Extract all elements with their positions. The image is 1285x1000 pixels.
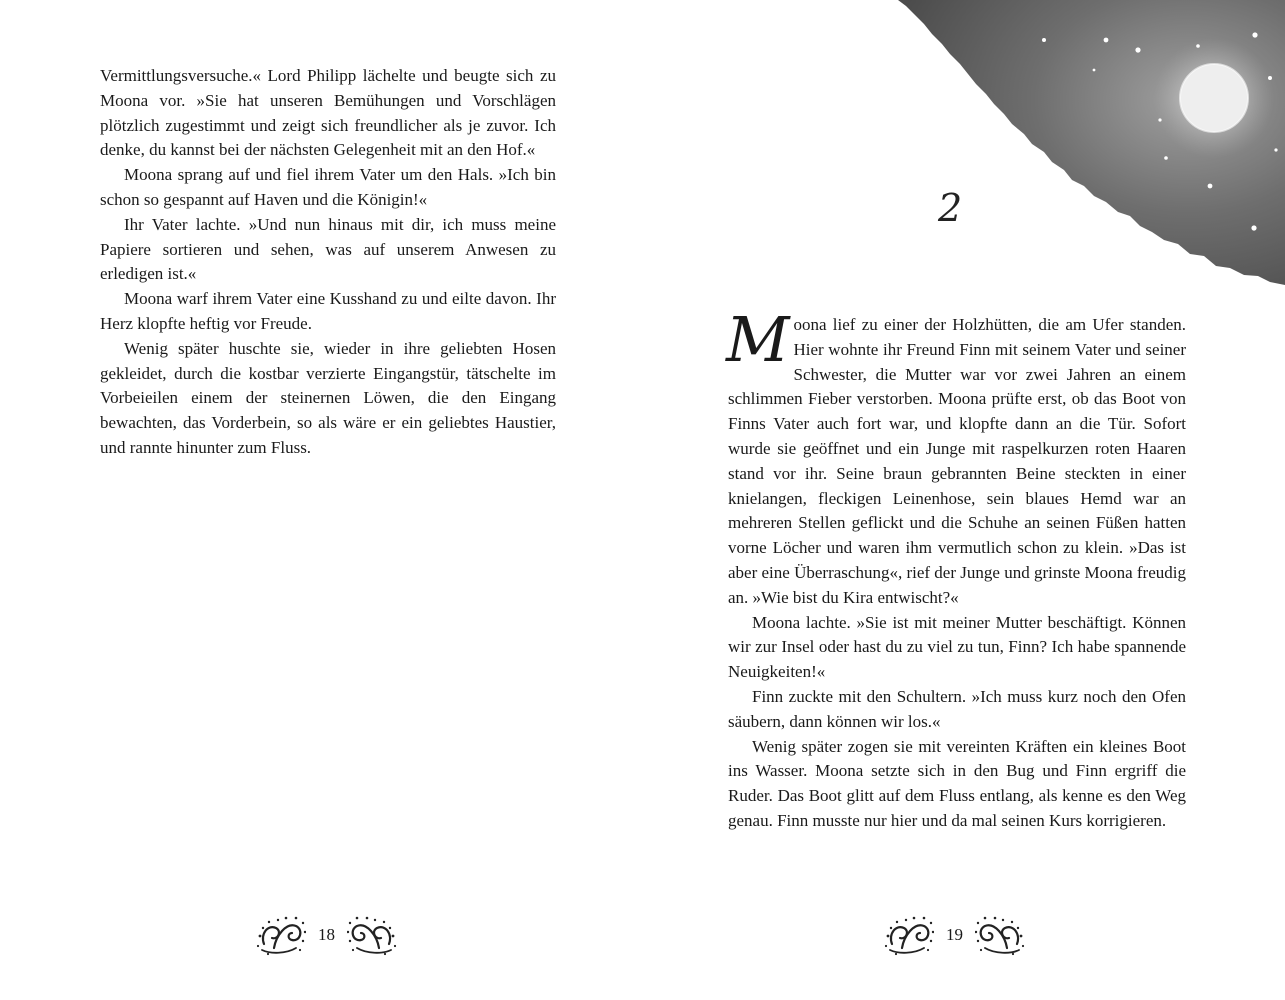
page-number-footer	[256, 912, 397, 958]
paragraph: Moona warf ihrem Vater eine Kusshand zu und eilte davon. Ihr Herz klopfte heftig vor Freude.	[100, 289, 556, 333]
paragraph: Finn zuckte mit den Schultern. »Ich muss kurz noch den Ofen säubern, dann können wir los.«	[728, 686, 1186, 731]
night-sky-moon-illustration	[898, 0, 1285, 285]
swirl-ornament-icon	[975, 914, 1025, 956]
left-page-text	[100, 64, 556, 461]
drop-cap: M	[726, 303, 790, 376]
left-page	[0, 0, 642, 1000]
page-number: 19	[946, 925, 963, 944]
paragraph: Vermittlungsversuche.« Lord Philipp lächelte und beugte sich zu Moona vor. »Sie hat unseren Bemühungen und Vorschlägen plötzlich zugestimmt und zeigt sich freundlicher als je zuvor. Ich denke, du kannst bei der nächsten Gelegenheit mit an den Hof.«	[100, 66, 556, 160]
paragraph: Wenig später huschte sie, wieder in ihre geliebten Hosen gekleidet, durch die kostbar verzierte Eingangstür, tätschelte im Vorbeieilen einem der steinernen Löwen, die den Eingang bewachten, das Vorderbein, so als wäre er ein geliebtes Haustier, und rannte hinunter zum Fluss.	[100, 338, 556, 457]
paragraph: Moona sprang auf und fiel ihrem Vater um den Hals. »Ich bin schon so gespannt auf Haven und die Königin!«	[100, 165, 556, 209]
paragraph: Moona lachte. »Sie ist mit meiner Mutter beschäftigt. Können wir zur Insel oder hast du zu viel zu tun, Finn? Ich habe spannende Neuigkeiten!«	[728, 612, 1186, 682]
swirl-ornament-icon	[256, 914, 306, 956]
right-page-text	[726, 303, 1186, 834]
chapter-number: 2	[938, 186, 963, 230]
paragraph: Ihr Vater lachte. »Und nun hinaus mit dir, ich muss meine Papiere sortieren und sehen, was auf unserem Anwesen zu erledigen ist.«	[100, 214, 556, 284]
paragraph: Wenig später zogen sie mit vereinten Kräften ein kleines Boot ins Wasser. Moona setzte sich in den Bug und Finn ergriff die Ruder. Das Boot glitt auf dem Fluss entlang, als kenne es den Weg genau. Finn musste nur hier und da mal seinen Kurs korrigieren.	[728, 736, 1186, 830]
swirl-ornament-icon	[884, 914, 934, 956]
page-number-footer	[884, 912, 1025, 958]
paragraph	[726, 303, 1186, 611]
paragraph-text: oona lief zu einer der Holzhütten, die am Ufer standen. Hier wohnte ihr Freund Finn mit seinem Vater und seiner Schwester, die Mutter war vor zwei Jahren an einem schlimmen Fieber verstorben. Moona prüfte erst, ob das Boot von Finns Vater auch fort war, und klopfte dann an die Tür. Sofort wurde sie geöffnet und ein Junge mit raspelkurzen roten Haaren stand vor ihr. Seine braun gebrannten Beine steckten in einer knielangen, fleckigen Leinenhose, sein blaues Hemd war an mehreren Stellen geflickt und die Schuhe an seinen Füßen hatten vorne Löcher und waren ihm vermutlich schon zu klein. »Das ist aber eine Überraschung«, rief der Junge und grinste Moona freudig an. »Wie bist du Kira entwischt?«	[728, 315, 1186, 607]
swirl-ornament-icon	[347, 914, 397, 956]
page-number: 18	[318, 925, 335, 944]
right-page	[642, 0, 1285, 1000]
